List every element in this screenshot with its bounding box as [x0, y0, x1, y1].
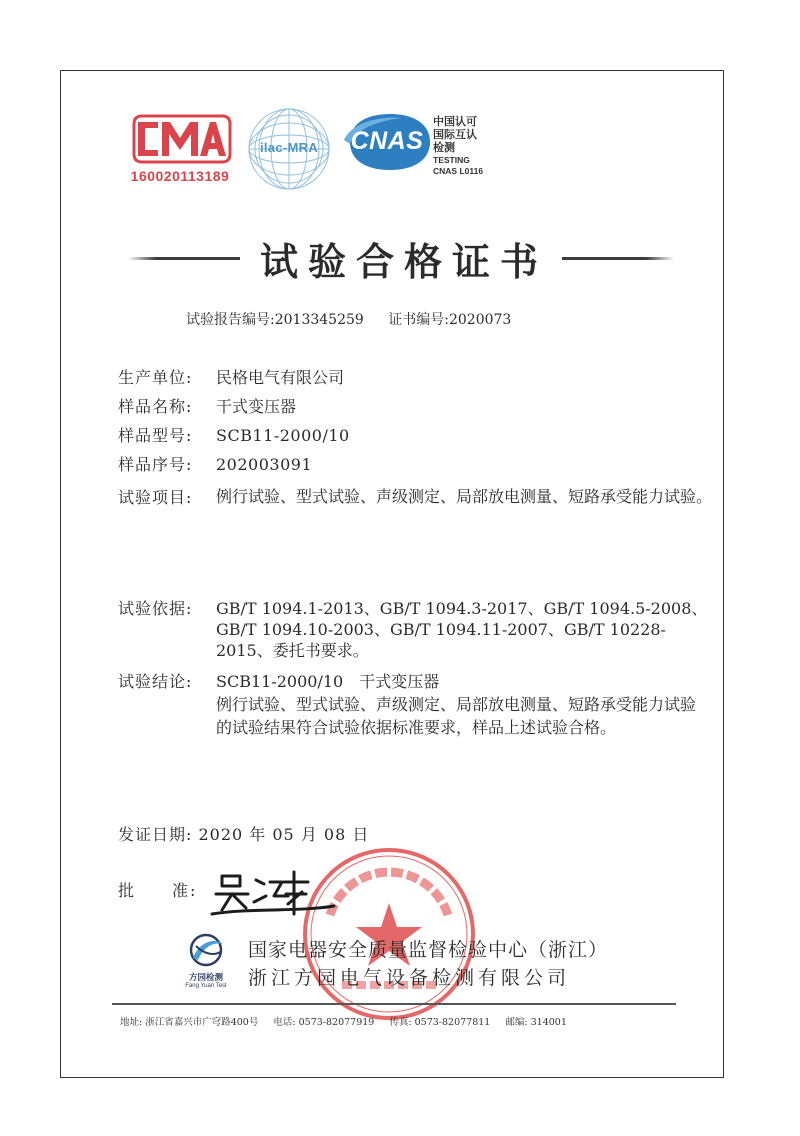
cnas-en-line-1: TESTING	[433, 155, 470, 165]
report-number: 试验报告编号:2013345259	[186, 312, 364, 328]
producer-label: 生产单位:	[118, 368, 193, 387]
footer-postcode: 邮编: 314001	[505, 1017, 567, 1028]
number-row	[186, 309, 531, 329]
footer-divider	[112, 1003, 676, 1005]
sample-serial-label: 样品序号:	[118, 455, 193, 474]
cnas-cn-line-2: 国际互认	[433, 129, 477, 141]
cnas-en-line-2: CNAS L0116	[433, 166, 484, 176]
conclusion-label: 试验结论:	[118, 672, 193, 691]
footer-phone: 电话: 0573-82077919	[273, 1017, 375, 1028]
fangyuan-caption: 方园检测	[188, 972, 223, 982]
cnas-cn-line-3: 检测	[433, 142, 455, 154]
fangyuan-mark-icon	[176, 928, 236, 972]
test-items-label: 试验项目:	[118, 488, 193, 507]
conclusion-value: 例行试验、型式试验、声级测定、局部放电测量、短路承受能力试验的试验结果符合试验依据标准要求，样品上述试验合格。	[216, 695, 697, 737]
cnas-logo	[340, 110, 432, 174]
organization-name-2: 浙江方园电气设备检测有限公司	[248, 967, 571, 989]
title-row	[128, 232, 674, 284]
sample-serial-value: 202003091	[216, 455, 313, 474]
organization-name-1: 国家电器安全质量监督检验中心（浙江）	[248, 939, 609, 961]
footer-address: 地址: 浙江省嘉兴市广穹路400号	[120, 1017, 259, 1028]
title-rule-right	[562, 257, 674, 260]
test-basis-value: GB/T 1094.1-2013、GB/T 1094.3-2017、GB/T 1094.5-2008、GB/T 1094.10-2003、GB/T 1094.11-2007、GB/T 10228-2015、委托书要求。	[216, 599, 708, 660]
cnas-text: CNAS	[350, 127, 424, 155]
ilac-text: ilac-MRA	[259, 140, 319, 155]
footer-contact	[120, 1014, 579, 1028]
fangyuan-caption-en: Fang Yuan Test	[185, 983, 227, 989]
issue-date: 发证日期: 2020 年 05 月 08 日	[118, 825, 370, 844]
sample-model-value: SCB11-2000/10	[216, 426, 350, 445]
ilac-mra-logo	[244, 104, 334, 194]
fangyuan-logo	[176, 928, 236, 994]
cnas-side-text	[433, 116, 483, 177]
signature-icon	[208, 852, 358, 922]
page-title: 试验合格证书	[260, 238, 549, 284]
cma-logo	[128, 112, 232, 184]
cnas-cn-line-1: 中国认可	[433, 116, 477, 128]
footer-fax: 传真: 0573-82077811	[389, 1017, 491, 1028]
test-basis-label: 试验依据:	[118, 599, 193, 618]
conclusion-line-1: SCB11-2000/10 干式变压器	[216, 672, 440, 691]
producer-value: 民格电气有限公司	[216, 368, 345, 387]
title-rule-left	[128, 257, 240, 260]
sample-name-label: 样品名称:	[118, 397, 193, 416]
test-items-value: 例行试验、型式试验、声级测定、局部放电测量、短路承受能力试验。	[216, 487, 713, 506]
cma-mark-icon	[128, 112, 232, 166]
sample-model-label: 样品型号:	[118, 426, 193, 445]
approver-signature	[208, 852, 358, 922]
cma-number: 160020113189	[130, 168, 230, 184]
certificate-number: 证书编号:2020073	[388, 312, 512, 328]
approve-label: 批 准:	[118, 881, 198, 900]
sample-name-value: 干式变压器	[216, 397, 297, 416]
